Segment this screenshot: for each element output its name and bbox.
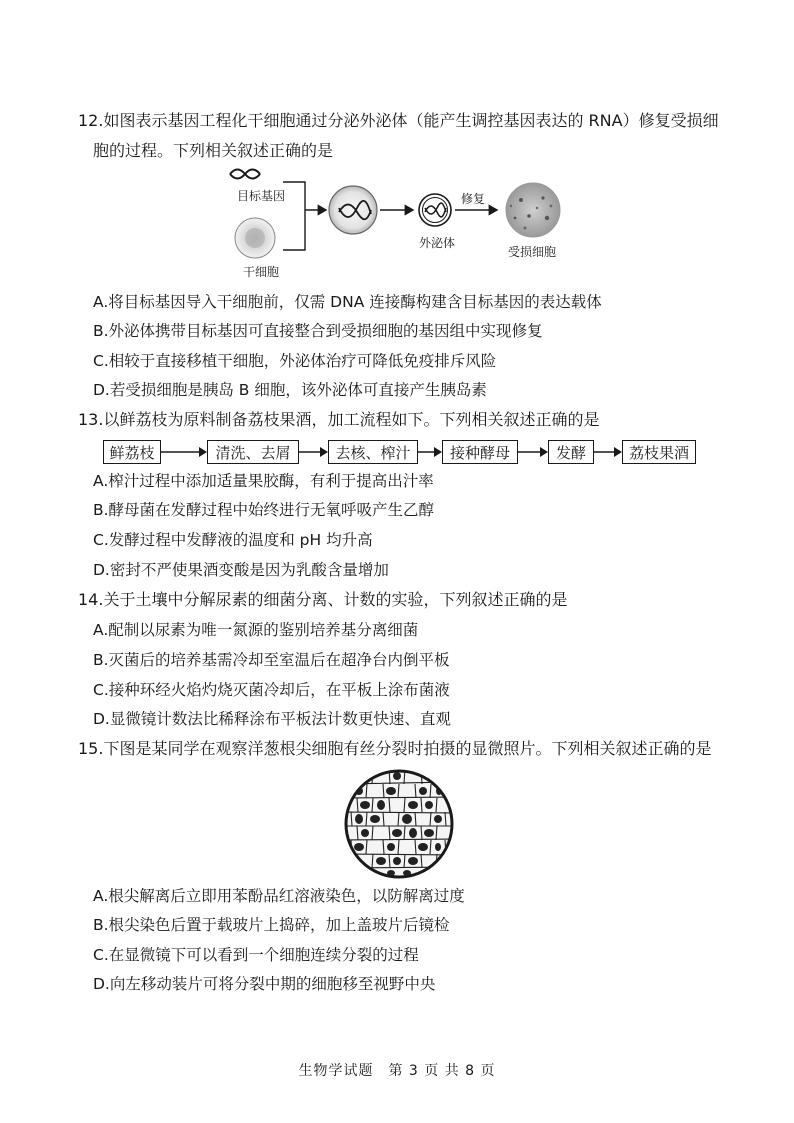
- q12-option-c: C.相较于直接移植干细胞，外泌体治疗可降低免疫排斥风险: [93, 352, 497, 370]
- q15-option-b: B.根尖染色后置于载玻片上捣碎，加上盖玻片后镜检: [93, 916, 450, 934]
- dna-icon: [230, 170, 260, 179]
- q14-option-b: B.灭菌后的培养基需冷却至室温后在超净台内倒平板: [93, 651, 450, 669]
- flow-arrow-icon: [161, 446, 207, 458]
- flow-step-1: 鲜荔枝: [103, 440, 161, 464]
- engineered-cell-icon: [329, 186, 377, 234]
- flow-step-2: 清洗、去屑: [207, 440, 299, 464]
- q12-option-d: D.若受损细胞是胰岛 B 细胞，该外泌体可直接产生胰岛素: [93, 381, 487, 399]
- q12-stem-line2: 胞的过程。下列相关叙述正确的是: [93, 141, 334, 160]
- exosome-icon: [419, 194, 451, 226]
- flow-arrow-icon: [594, 446, 622, 458]
- q12-stem-line1: 12.如图表示基因工程化干细胞通过分泌外泌体（能产生调控基因表达的 RNA）修复受损细: [78, 111, 719, 130]
- target-gene-label: 目标基因: [237, 189, 286, 203]
- q12-option-b: B.外泌体携带目标基因可直接整合到受损细胞的基因组中实现修复: [93, 322, 543, 340]
- q13-option-b: B.酵母菌在发酵过程中始终进行无氧呼吸产生乙醇: [93, 501, 435, 519]
- q12-option-a: A.将目标基因导入干细胞前，仅需 DNA 连接酶构建含目标基因的表达载体: [93, 293, 602, 311]
- flow-step-4: 接种酵母: [442, 440, 518, 464]
- flow-step-5: 发酵: [548, 440, 594, 464]
- q14-option-c: C.接种环经火焰灼烧灭菌冷却后，在平板上涂布菌液: [93, 681, 450, 699]
- q15-option-d: D.向左移动装片可将分裂中期的细胞移至视野中央: [93, 975, 436, 993]
- stem-cell-label: 干细胞: [243, 265, 280, 279]
- flow-step-6: 荔枝果酒: [622, 440, 696, 464]
- q13-stem: 13.以鲜荔枝为原料制备荔枝果酒，加工流程如下。下列相关叙述正确的是: [78, 410, 600, 429]
- q14-option-d: D.显微镜计数法比稀释涂布平板法计数更快速、直观: [93, 710, 451, 728]
- flow-step-3: 去核、榨汁: [328, 440, 418, 464]
- q13-option-d: D.密封不严使果酒变酸是因为乳酸含量增加: [93, 561, 389, 579]
- q13-option-c: C.发酵过程中发酵液的温度和 pH 均升高: [93, 531, 373, 549]
- flow-arrow-icon: [418, 446, 442, 458]
- flow-arrow-icon: [299, 446, 328, 458]
- micrograph-image: [343, 768, 455, 880]
- repair-label: 修复: [461, 192, 486, 206]
- q15-stem: 15.下图是某同学在观察洋葱根尖细胞有丝分裂时拍摄的显微照片。下列相关叙述正确的是: [78, 739, 712, 758]
- damaged-cell-label: 受损细胞: [508, 245, 557, 259]
- stem-cell-icon: [235, 218, 275, 258]
- flow-arrow-icon: [518, 446, 548, 458]
- q15-option-c: C.在显微镜下可以看到一个细胞连续分裂的过程: [93, 946, 419, 964]
- q15-option-a: A.根尖解离后立即用苯酚品红溶液染色，以防解离过度: [93, 887, 465, 905]
- exosome-label: 外泌体: [419, 236, 456, 250]
- q13-option-a: A.榨汁过程中添加适量果胶酶，有利于提高出汁率: [93, 472, 434, 490]
- q14-option-a: A.配制以尿素为唯一氮源的鉴别培养基分离细菌: [93, 621, 419, 639]
- damaged-cell-icon: [506, 183, 560, 237]
- page-footer: 生物学试题 第 3 页 共 8 页: [298, 1063, 496, 1079]
- q14-stem: 14.关于土壤中分解尿素的细菌分离、计数的实验，下列叙述正确的是: [78, 590, 568, 609]
